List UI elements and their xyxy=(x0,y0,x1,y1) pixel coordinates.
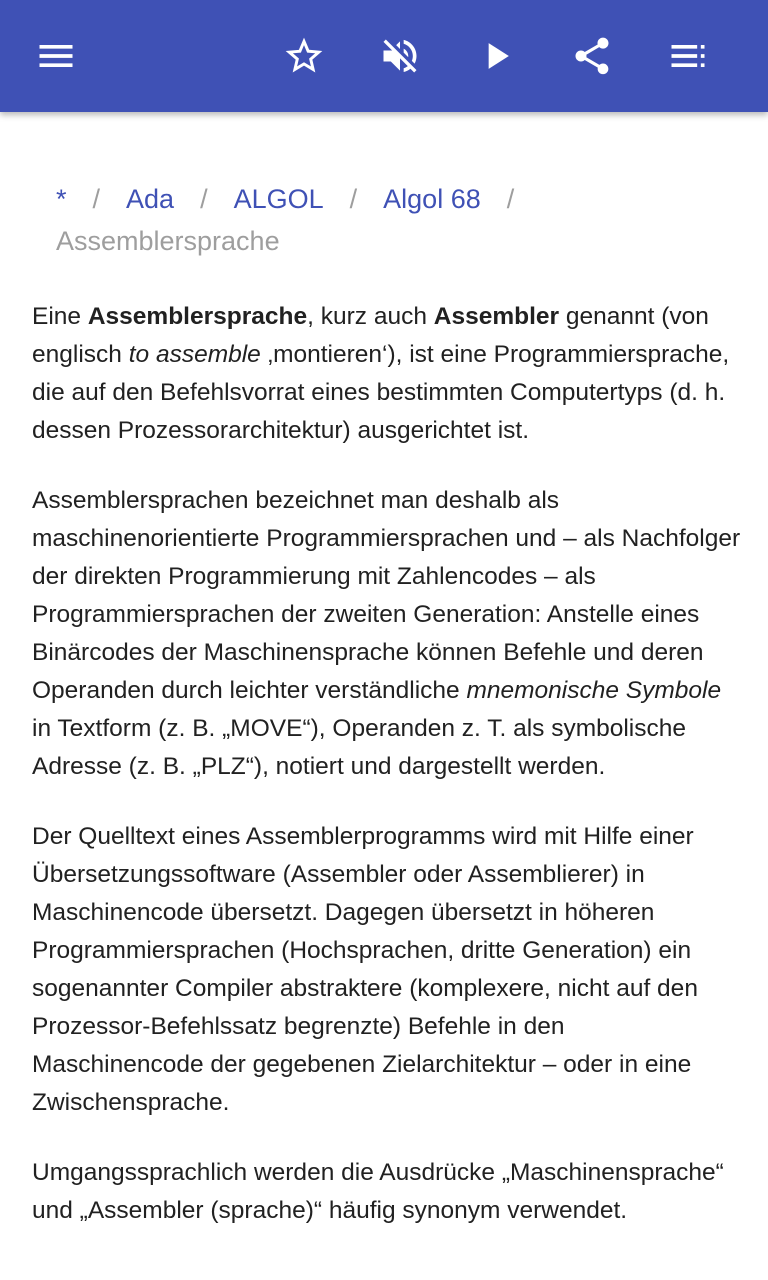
breadcrumb-link-algol-68[interactable]: Algol 68 xyxy=(383,184,481,214)
star-outline-icon xyxy=(282,34,326,78)
article-paragraph: Eine Assemblersprache, kurz auch Assembler genannt (von englisch to assemble ‚montieren‘), ist eine Programmiersprache, die auf den Befehlsvorrat eines bestimmten Computertyps (d. h. dessen Prozessorarchitektur) ausgerichtet ist. xyxy=(32,303,730,444)
article-paragraph: Umgangssprachlich werden die Ausdrücke „Maschinensprache“ und „Assembler (sprache)“ häufig synonym verwendet. xyxy=(32,1159,724,1224)
breadcrumb-link-root[interactable]: * xyxy=(56,184,67,214)
menu-button[interactable] xyxy=(24,24,88,88)
top-app-bar xyxy=(0,0,768,112)
article-view[interactable] xyxy=(0,112,768,1280)
volume-off-icon xyxy=(378,34,422,78)
favorite-button[interactable] xyxy=(272,24,336,88)
menu-icon xyxy=(34,34,78,78)
article-paragraph: Assemblersprachen bezeichnet man deshalb als maschinenorientierte Programmiersprachen und – als Nachfolger der direkten Programmierung mit Zahlencodes – als Programmiersprachen der zweiten Generation: Anstelle eines Binärcodes der Maschinensprache können Befehle und deren Operanden durch leichter verständliche mnemonische Symbole in Textform (z. B. „MOVE“), Operanden z. T. als symbolische Adresse (z. B. „PLZ“), notiert und dargestellt werden. xyxy=(32,487,741,780)
breadcrumb-current: Assemblersprache xyxy=(56,226,280,256)
breadcrumb-separator: / xyxy=(349,184,358,214)
breadcrumb-separator: / xyxy=(92,184,101,214)
play-button[interactable] xyxy=(464,24,528,88)
playlist-icon xyxy=(666,34,710,78)
article-paragraph: Der Quelltext eines Assemblerprogramms wird mit Hilfe einer Übersetzungssoftware (Assembler oder Assemblierer) in Maschinencode übersetzt. Dagegen übersetzt in höheren Programmiersprachen (Hochsprachen, dritte Generation) ein sogenannter Compiler abstraktere (komplexere, nicht auf den Prozessor-Befehlssatz begrenzte) Befehle in den Maschinencode der gegebenen Zielarchitektur – oder in eine Zwischensprache. xyxy=(32,823,698,1116)
breadcrumb-link-ada[interactable]: Ada xyxy=(126,184,175,214)
breadcrumb-separator: / xyxy=(506,184,515,214)
mute-button[interactable] xyxy=(368,24,432,88)
breadcrumb-link-algol[interactable]: ALGOL xyxy=(233,184,324,214)
play-icon xyxy=(474,34,518,78)
share-button[interactable] xyxy=(560,24,624,88)
article-body xyxy=(32,298,742,1262)
breadcrumb xyxy=(56,178,736,262)
breadcrumb-separator: / xyxy=(200,184,208,214)
contents-button[interactable] xyxy=(656,24,720,88)
share-icon xyxy=(570,34,614,78)
